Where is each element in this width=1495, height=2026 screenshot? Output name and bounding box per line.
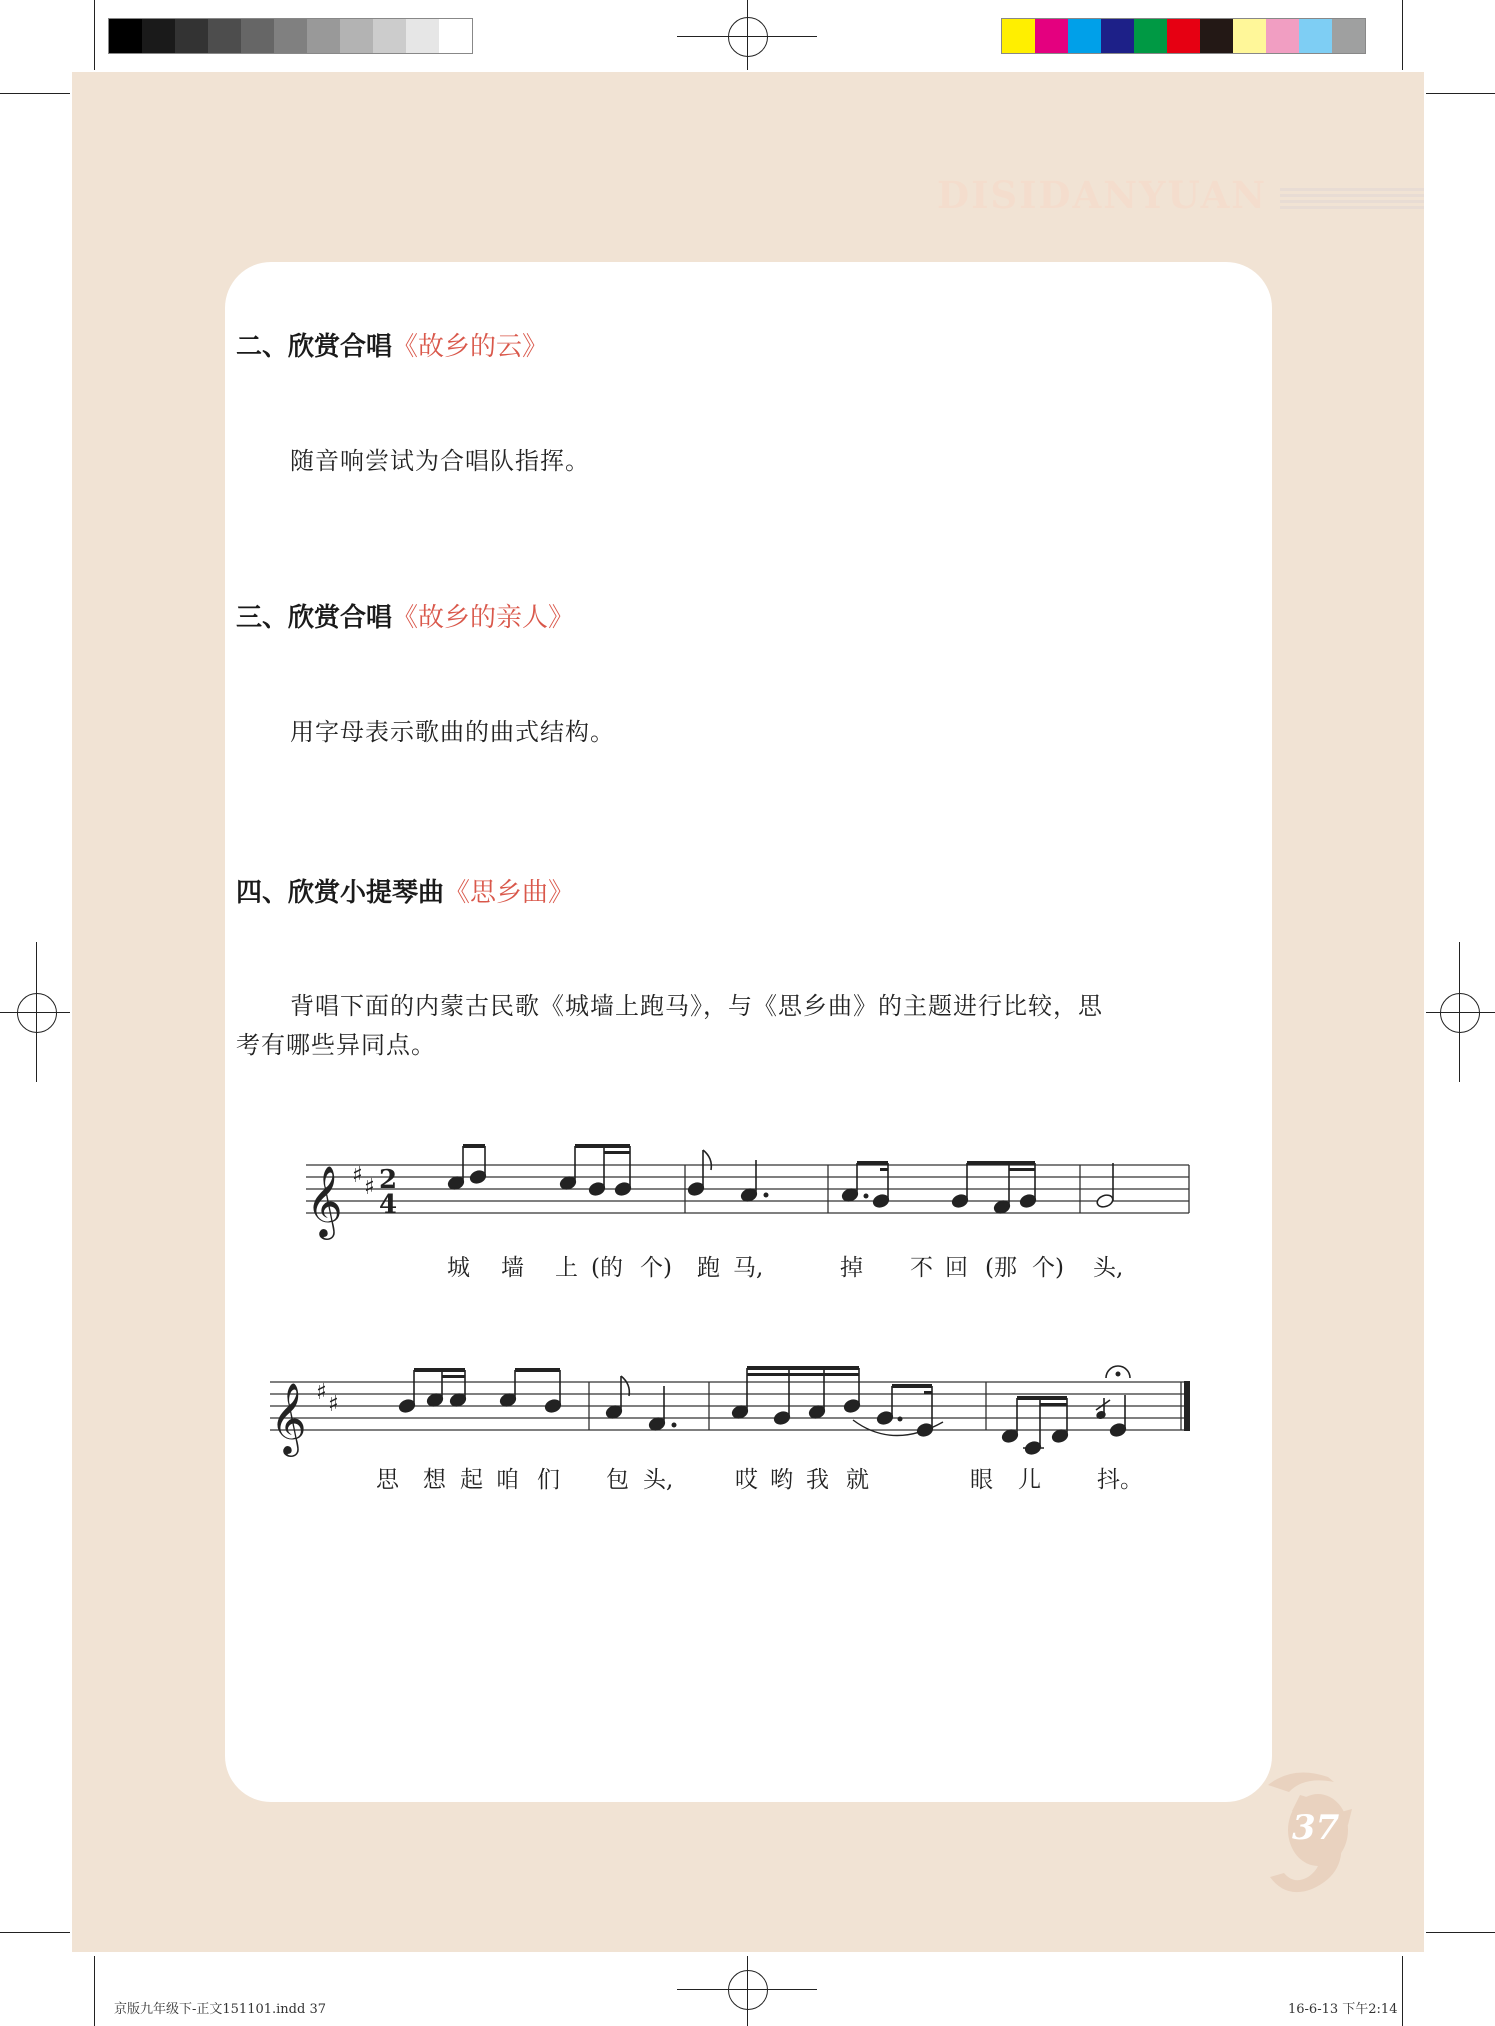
lyric: 儿 — [1018, 1467, 1041, 1493]
page-number: 37 — [1292, 1808, 1340, 1848]
lyric: 掉 — [840, 1255, 863, 1281]
lyric: 回 — [945, 1255, 968, 1281]
svg-text:♯: ♯ — [352, 1163, 363, 1188]
lyric: 头, — [1093, 1255, 1124, 1281]
section-title: 《故乡的亲人》 — [392, 603, 575, 633]
lyric: 个) — [640, 1255, 672, 1281]
section-label: 欣赏小提琴曲 — [288, 878, 445, 908]
lyric: 马, — [733, 1255, 764, 1281]
section-number: 三、 — [236, 603, 289, 633]
lyric: 们 — [537, 1467, 560, 1493]
svg-text:𝄞: 𝄞 — [270, 1381, 307, 1454]
notes-line-2 — [398, 1366, 1130, 1456]
lyric: (那 — [985, 1255, 1017, 1281]
lyric: 思 — [376, 1467, 399, 1493]
footer-file-info: 京版九年级下-正文151101.indd 37 — [114, 2002, 326, 2017]
section-number: 二、 — [236, 332, 289, 362]
notes-line-1 — [447, 1144, 1114, 1215]
lyric: 哟 — [770, 1467, 793, 1493]
lyric: 想 — [423, 1467, 446, 1493]
section-number: 四、 — [236, 878, 289, 908]
section-instruction: 用字母表示歌曲的曲式结构。 — [290, 718, 615, 746]
lyric: 起 — [460, 1467, 483, 1493]
time-signature-top: 2 — [379, 1165, 398, 1195]
lyric: 个) — [1032, 1255, 1064, 1281]
footer-timestamp: 16-6-13 下午2:14 — [1288, 2002, 1398, 2017]
lyric: 墙 — [501, 1255, 524, 1281]
lyric: 城 — [447, 1255, 470, 1281]
section-instruction: 随音响尝试为合唱队指挥。 — [290, 447, 590, 475]
time-signature-bottom: 4 — [379, 1190, 398, 1220]
section-label: 欣赏合唱 — [288, 332, 393, 362]
lyric: 头, — [643, 1467, 674, 1493]
lyric: 我 — [806, 1467, 829, 1493]
lyric: 咱 — [496, 1467, 519, 1493]
section-title: 《故乡的云》 — [392, 332, 549, 362]
svg-text:♯: ♯ — [316, 1380, 327, 1405]
lyrics-line-1 — [447, 1255, 1123, 1281]
section-label: 欣赏合唱 — [288, 603, 393, 633]
lyric: 抖。 — [1097, 1467, 1143, 1493]
svg-text:𝄞: 𝄞 — [306, 1164, 343, 1237]
lyric: 跑 — [697, 1255, 720, 1281]
lyric: 包 — [606, 1467, 629, 1493]
lyric: 不 — [910, 1255, 933, 1281]
section-instruction-line-1: 背唱下面的内蒙古民歌《城墙上跑马》，与《思乡曲》的主题进行比较，思 — [290, 992, 1103, 1020]
section-instruction-line-2: 考有哪些异同点。 — [236, 1031, 436, 1059]
lyric: 就 — [846, 1467, 869, 1493]
lyric: 眼 — [970, 1467, 993, 1493]
lyric: (的 — [591, 1255, 623, 1281]
lyrics-line-2 — [376, 1467, 1143, 1493]
lyric: 哎 — [735, 1467, 758, 1493]
section-title: 《思乡曲》 — [444, 878, 575, 908]
unit-header-word: DISIDANYUAN — [937, 173, 1268, 217]
svg-text:♯: ♯ — [364, 1175, 375, 1200]
svg-text:♯: ♯ — [328, 1392, 339, 1417]
lyric: 上 — [555, 1255, 578, 1281]
